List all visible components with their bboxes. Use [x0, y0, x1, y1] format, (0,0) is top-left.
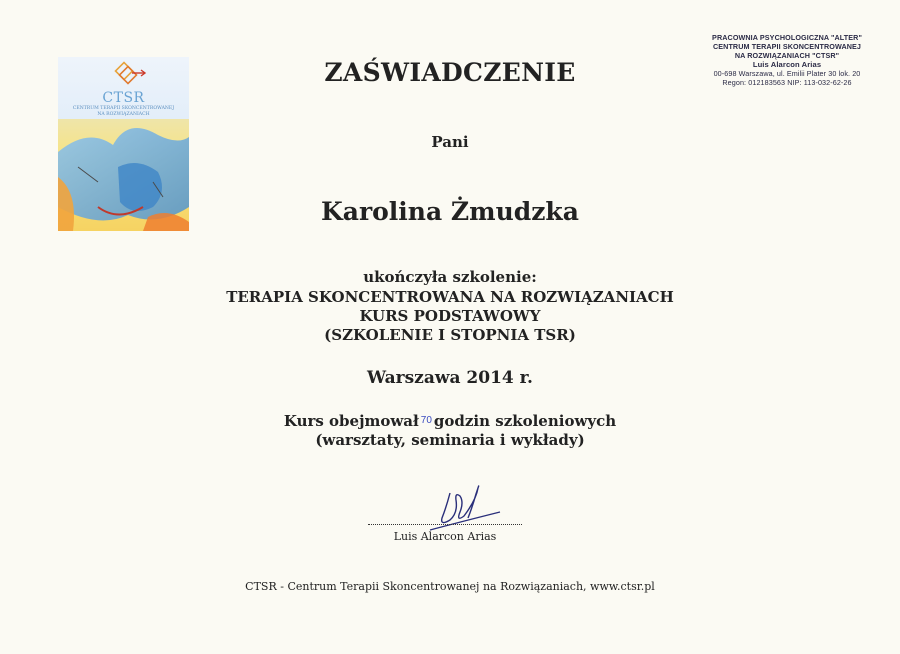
- course-name: TERAPIA SKONCENTROWANA NA ROZWIĄZANIACH: [226, 288, 674, 306]
- logo-subtitle-line2: NA ROZWIĄZANIACH: [97, 112, 150, 117]
- stamp-line-1: PRACOWNIA PSYCHOLOGICZNA "ALTER": [712, 33, 862, 42]
- logo-subtitle-line1: CENTRUM TERAPII SKONCENTROWANEJ: [72, 106, 175, 111]
- hours-detail: (warsztaty, seminaria i wykłady): [315, 431, 585, 449]
- hours-prefix: Kurs obejmował: [283, 412, 419, 430]
- logo-acronym: CTSR: [102, 90, 145, 106]
- certificate-title: ZAŚWIADCZENIE: [324, 58, 576, 87]
- course-stage: (SZKOLENIE I STOPNIA TSR): [324, 326, 576, 344]
- course-level: KURS PODSTAWOWY: [359, 307, 541, 325]
- hours-value: 70: [420, 415, 432, 426]
- course-hours: [0, 412, 900, 430]
- recipient-name: Karolina Żmudzka: [321, 197, 579, 226]
- stamp-line-3: NA ROZWIĄZANIACH "CTSR": [734, 51, 840, 60]
- hours-suffix: godzin szkoleniowych: [433, 412, 617, 430]
- place-date: Warszawa 2014 r.: [367, 368, 533, 388]
- stamp-line-2: CENTRUM TERAPII SKONCENTROWANEJ: [712, 42, 862, 51]
- salutation: Pani: [431, 133, 469, 151]
- stamp-line-5: 00-698 Warszawa, ul. Emilii Plater 30 lok. 20: [713, 69, 861, 78]
- handwritten-signature: [420, 478, 510, 538]
- stamp-line-4: Luis Alarcon Arias: [752, 60, 822, 69]
- completed-label: ukończyła szkolenie:: [363, 268, 537, 286]
- footer: CTSR - Centrum Terapii Skoncentrowanej na Rozwiązaniach, www.ctsr.pl: [245, 580, 655, 593]
- stamp-line-6: Regon: 012183563 NIP: 113-032-62-26: [722, 78, 852, 87]
- signature-line: [368, 524, 522, 525]
- signer-name: Luis Alarcon Arias: [393, 530, 497, 543]
